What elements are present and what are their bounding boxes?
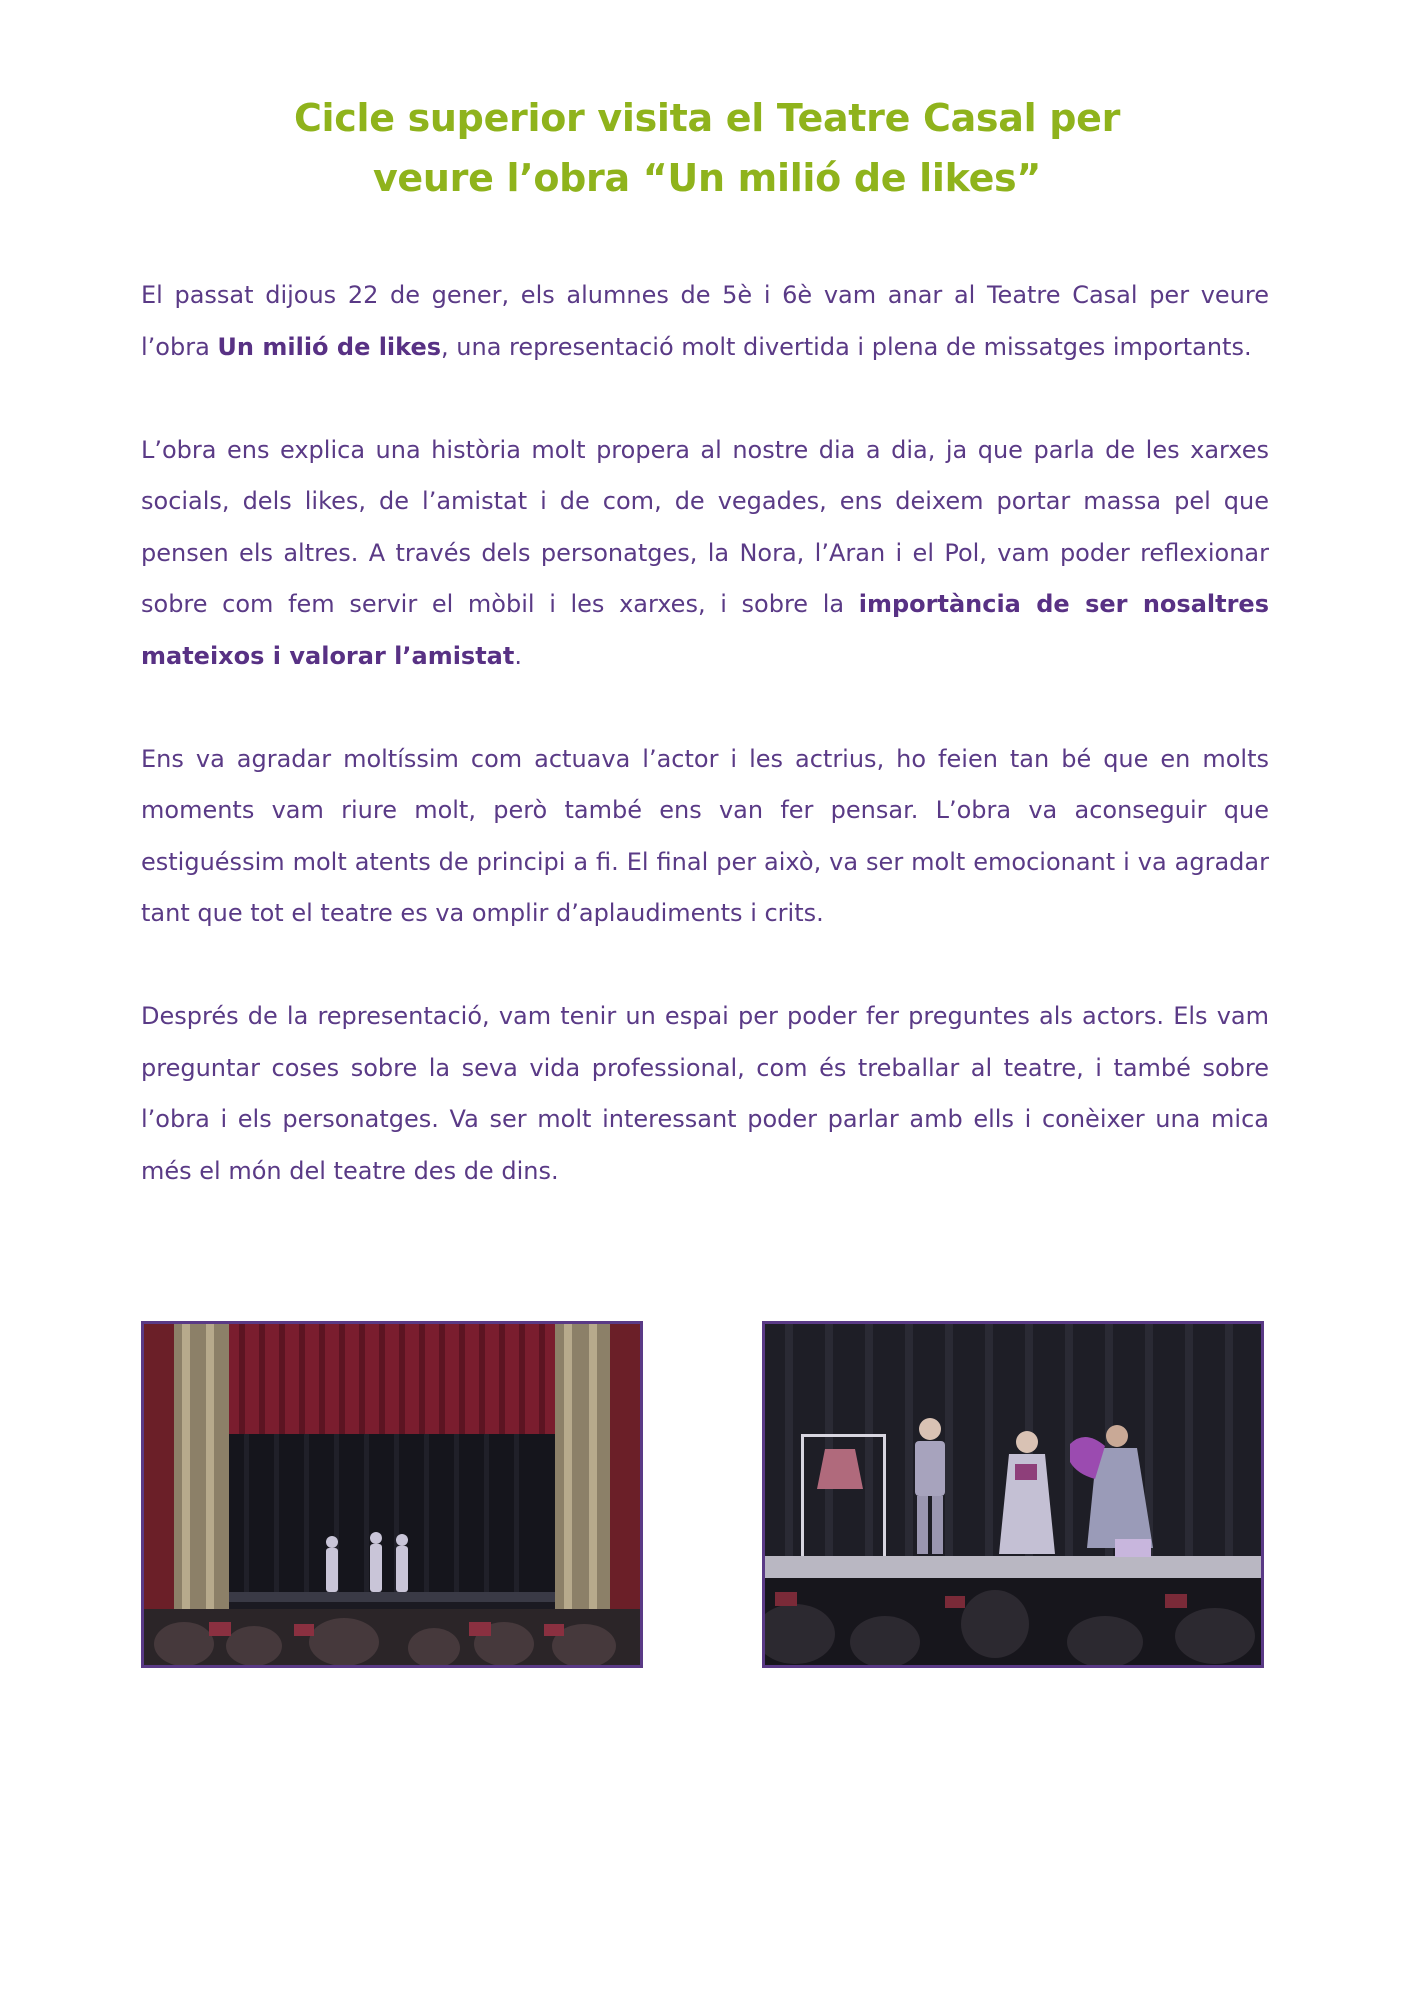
theatre-wide-photo [141, 1321, 643, 1668]
theatre-wide-illustration [144, 1324, 640, 1665]
actors-closeup-illustration [765, 1324, 1261, 1665]
paragraph-1-text-c: , una representació molt divertida i plena de missatges importants. [441, 332, 1252, 361]
title-line-1: Cicle superior visita el Teatre Casal per [293, 96, 1121, 140]
paragraph-3: Ens va agradar moltíssim com actuava l’actor i les actrius, ho feien tan bé que en molts moments vam riure molt, però també ens van fer pensar. L’obra va aconseguir que estiguéssim molt atents de principi a fi. El final per això, va ser molt emocionant i va agradar tant que tot el teatre es va omplir d’aplaudiments i crits. [141, 744, 1269, 927]
paragraph-2 [141, 425, 1269, 683]
play-title-bold: Un milió de likes [217, 332, 442, 361]
actors-closeup-photo [762, 1321, 1264, 1668]
paragraph-1 [141, 270, 1269, 373]
key-message-bold: importància de ser nosaltres mateixos i valorar l’amistat [141, 590, 1269, 670]
paragraph-2-text-a: L’obra ens explica una història molt propera al nostre dia a dia, ja que parla de les xarxes socials, dels likes, de l’amistat i de com, de vegades, ens deixem portar massa pel que pensen els altres. A través dels personatges, la Nora, l’Aran i el Pol, vam poder reflexionar sobre com fem servir el mòbil i les xarxes, i sobre la [141, 435, 1269, 618]
paragraph-4: Després de la representació, vam tenir un espai per poder fer preguntes als actors. Els vam preguntar coses sobre la seva vida professional, com és treballar al teatre, i també sobre l’obra i els personatges. Va ser molt interessant poder parlar amb ells i conèixer una mica més el món del teatre des de dins. [141, 1002, 1269, 1185]
article-body [141, 270, 1269, 1249]
paragraph-2-text-c: . [514, 641, 522, 670]
title-line-2: veure l’obra “Un milió de likes” [372, 156, 1042, 200]
paragraph-1-text-a: El passat dijous 22 de gener, els alumnes de 5è i 6è vam anar al Teatre Casal per veure l’obra [141, 281, 1269, 361]
page-title [0, 88, 1414, 208]
